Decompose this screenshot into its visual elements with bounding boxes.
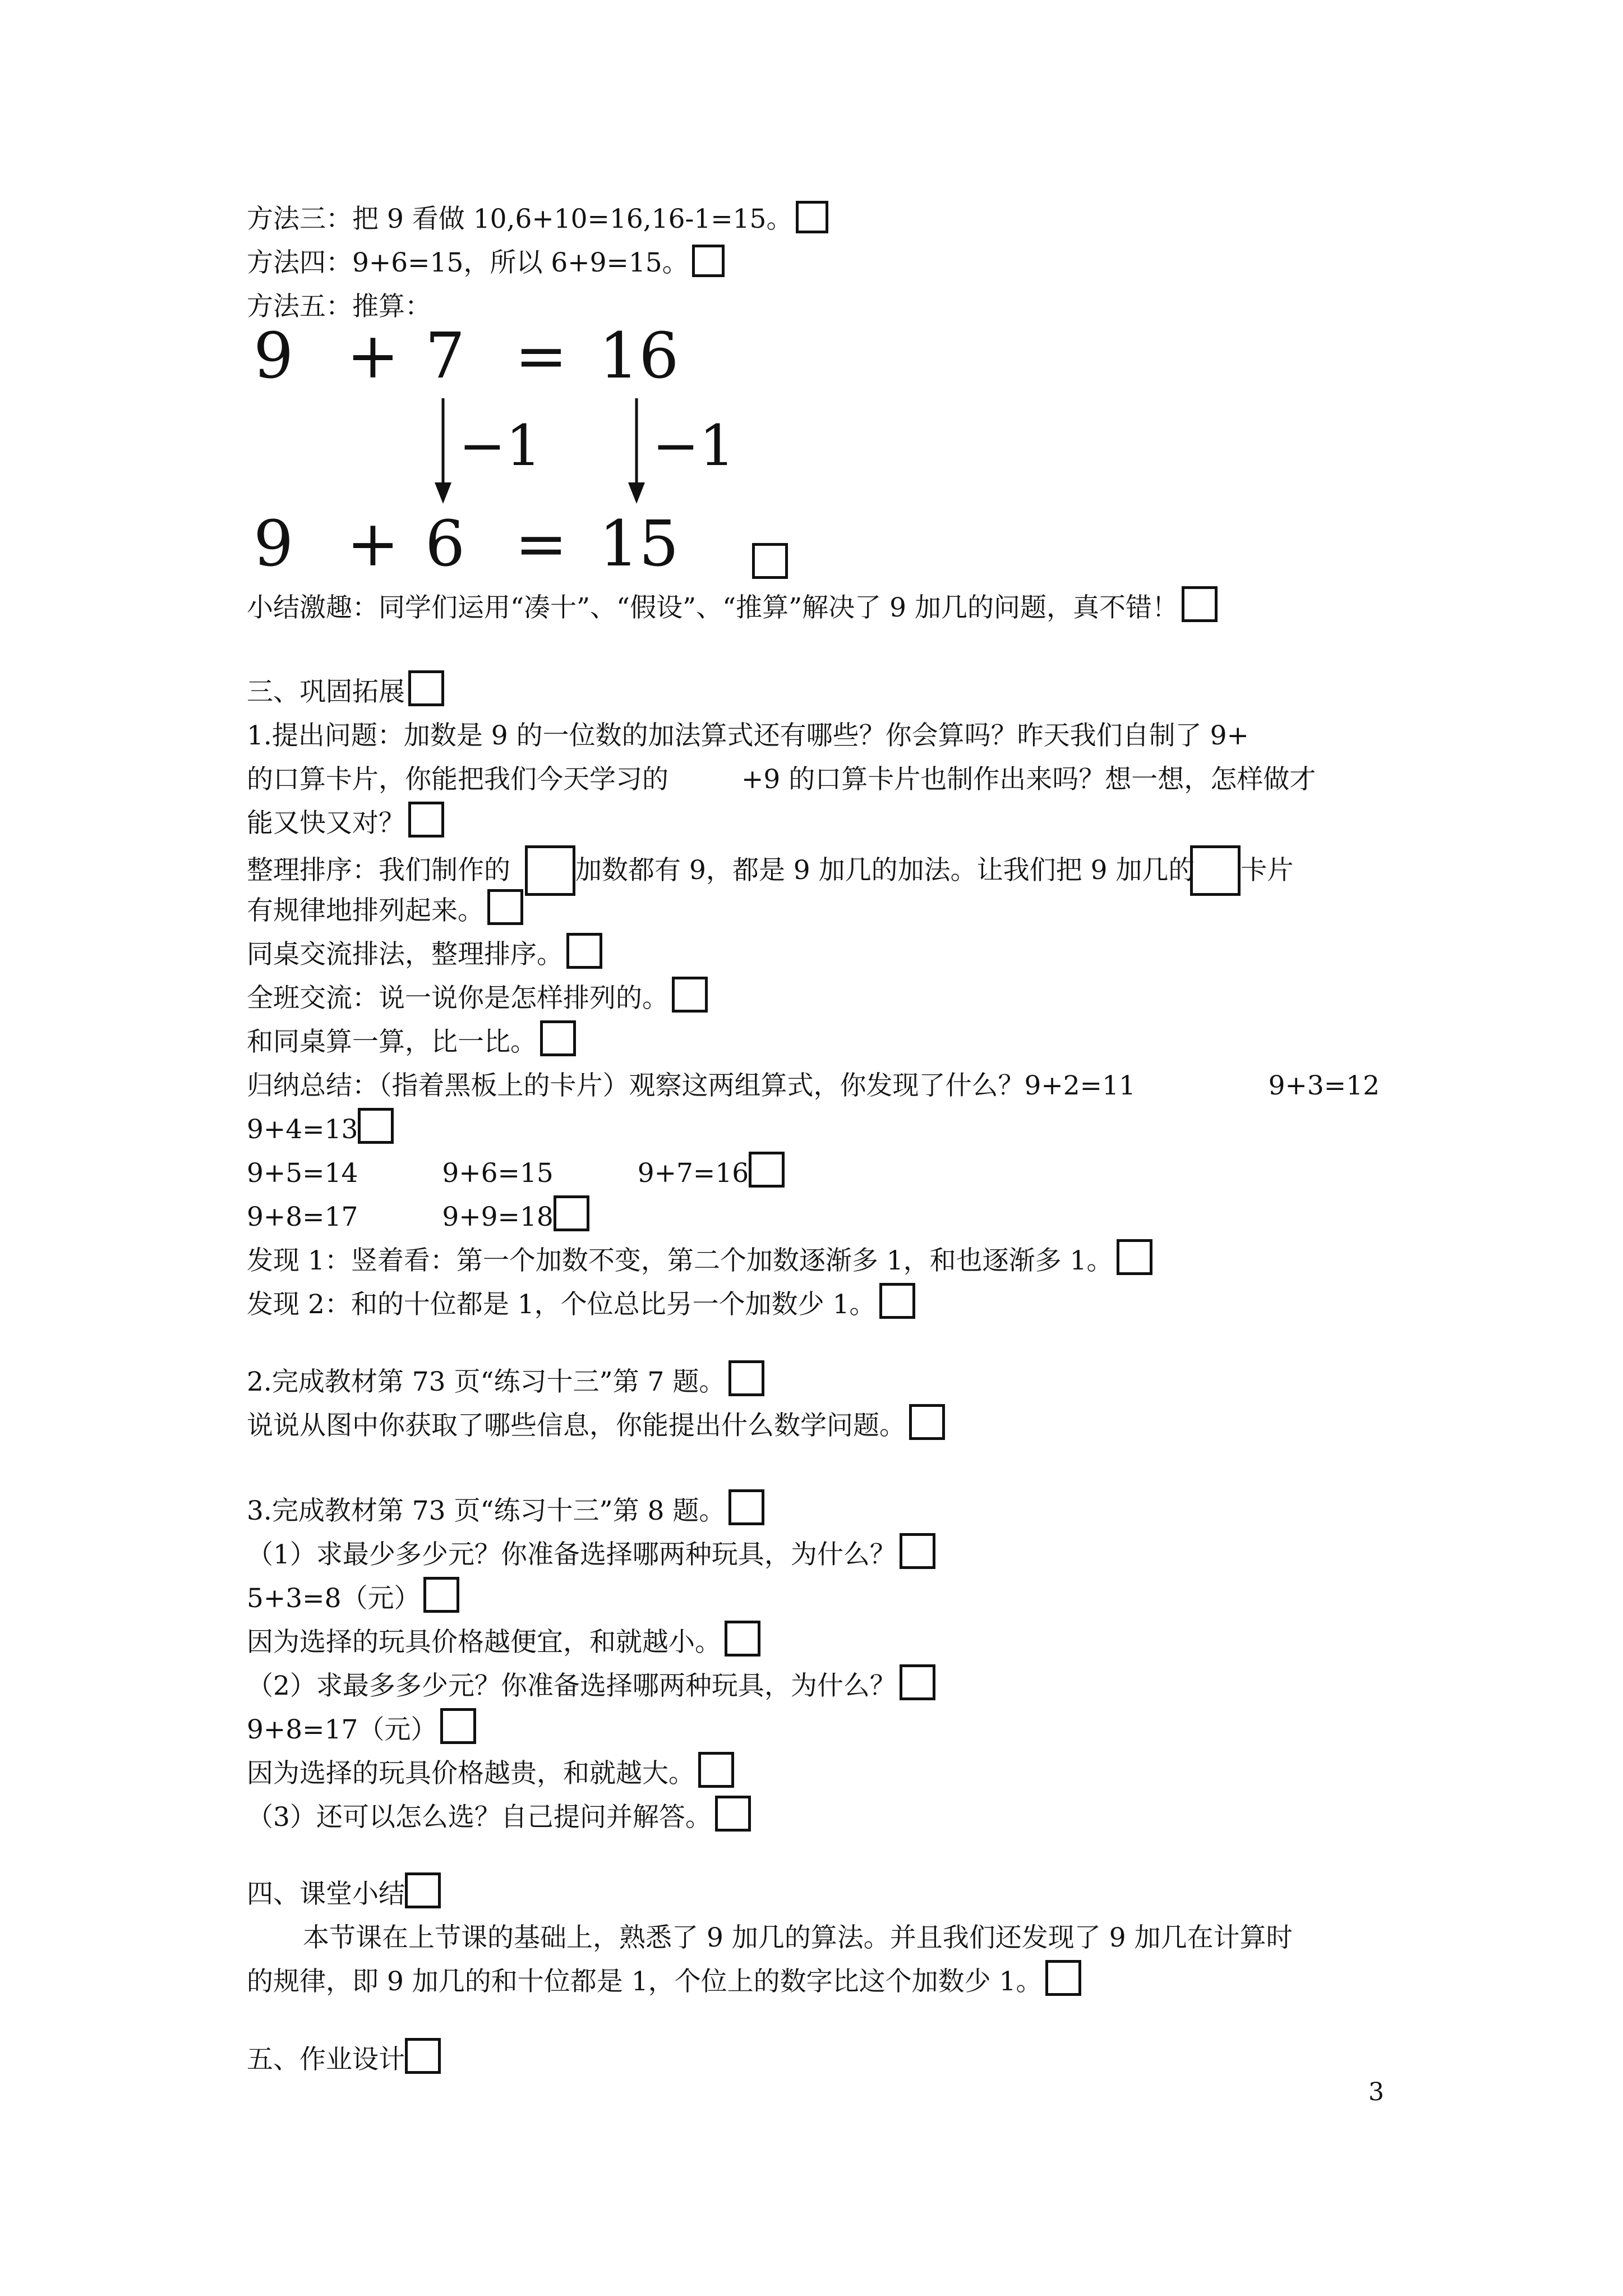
- question-3-2-reason: 因为选择的玩具价格越贵，和就越大。: [247, 1752, 734, 1796]
- arrowhead-left: [435, 482, 451, 504]
- section-five-heading: 五、作业设计: [247, 2038, 441, 2082]
- sorting-line-b: 有规律地排列起来。: [247, 889, 523, 933]
- eq-op: +: [347, 320, 399, 393]
- checkbox[interactable]: [554, 1195, 589, 1231]
- eq-term: 7: [425, 320, 465, 393]
- checkbox[interactable]: [879, 1283, 915, 1319]
- arrowhead-right: [628, 482, 645, 504]
- eq-result: 15: [599, 508, 679, 581]
- question-1-line-c: 能又快又对？: [247, 802, 444, 845]
- question-3-1-reason: 因为选择的玩具价格越便宜，和就越小。: [247, 1621, 760, 1664]
- question-3-2: （2）求最多多少元？你准备选择哪两种玩具，为什么？: [247, 1664, 935, 1708]
- checkbox[interactable]: [909, 1404, 945, 1440]
- checkbox[interactable]: [900, 1533, 935, 1569]
- section-three-heading: 三、巩固拓展: [247, 670, 444, 714]
- section-four-heading: 四、课堂小结: [247, 1872, 441, 1916]
- checkbox[interactable]: [423, 1577, 459, 1613]
- checkbox[interactable]: [487, 889, 523, 925]
- checkbox[interactable]: [900, 1664, 935, 1700]
- question-1-line-b: 的口算卡片，你能把我们今天学习的 +9 的口算卡片也制作出来吗？想一想，怎样做才: [247, 764, 1316, 795]
- equation-row-3: 9+8=17 9+9=18: [247, 1195, 589, 1239]
- eq-op: +: [347, 508, 399, 581]
- eq-term: 9: [253, 508, 294, 581]
- section-four-para-1: 本节课在上节课的基础上，熟悉了 9 加几的算法。并且我们还发现了 9 加几在计算时: [303, 1922, 1293, 1953]
- eq-term: 6: [425, 508, 465, 581]
- checkbox[interactable]: [405, 1872, 441, 1908]
- question-2: 2.完成教材第 73 页“练习十三”第 7 题。: [247, 1360, 764, 1404]
- card-box[interactable]: [525, 845, 575, 896]
- question-2-b: 说说从图中你获取了哪些信息，你能提出什么数学问题。: [247, 1404, 945, 1448]
- equation-bottom: [247, 508, 808, 581]
- method-three: 方法三：把 9 看做 10,6+10=16,16-1=15。: [247, 197, 828, 241]
- question-3-3: （3）还可以怎么选？自己提问并解答。: [247, 1796, 751, 1839]
- checkbox[interactable]: [672, 977, 708, 1013]
- finding-2: 发现 2：和的十位都是 1，个位总比另一个加数少 1。: [247, 1283, 915, 1327]
- class-exchange: 全班交流：说一说你是怎样排列的。: [247, 977, 708, 1020]
- question-3: 3.完成教材第 73 页“练习十三”第 8 题。: [247, 1489, 764, 1533]
- eq-op: =: [515, 508, 568, 581]
- method-four: 方法四：9+6=15，所以 6+9=15。: [247, 241, 725, 285]
- equation-arrows: [0, 0, 1623, 561]
- question-3-1: （1）求最少多少元？你准备选择哪两种玩具，为什么？: [247, 1533, 935, 1577]
- desk-exchange: 同桌交流排法，整理排序。: [247, 933, 602, 977]
- checkbox[interactable]: [725, 1621, 760, 1657]
- checkbox[interactable]: [715, 1796, 751, 1832]
- checkbox[interactable]: [752, 543, 788, 579]
- eq-term: 9: [253, 320, 294, 393]
- minus-one-left: −1: [459, 413, 542, 478]
- checkbox[interactable]: [566, 933, 602, 969]
- checkbox[interactable]: [728, 1360, 764, 1396]
- card-box[interactable]: [1190, 845, 1241, 896]
- checkbox[interactable]: [1182, 586, 1218, 622]
- eq-result: 16: [599, 320, 679, 393]
- question-3-1-answer: 5+3=8（元）: [247, 1577, 459, 1621]
- checkbox[interactable]: [408, 670, 444, 706]
- summary-fun: 小结激趣：同学们运用“凑十”、“假设”、“推算”解决了 9 加几的问题，真不错！: [247, 586, 1218, 630]
- calc-compare: 和同桌算一算，比一比。: [247, 1020, 576, 1064]
- induction-line: 归纳总结：（指着黑板上的卡片）观察这两组算式，你发现了什么？9+2=11 9+3=12: [247, 1070, 1380, 1101]
- minus-one-right: −1: [652, 413, 735, 478]
- page-number: 3: [1368, 2078, 1384, 2106]
- checkbox[interactable]: [1117, 1239, 1152, 1275]
- equation-row-1: 9+4=13: [247, 1108, 394, 1152]
- checkbox[interactable]: [540, 1020, 576, 1056]
- method-five: 方法五：推算：: [247, 291, 431, 322]
- section-four-para-2: 的规律，即 9 加几的和十位都是 1，个位上的数字比这个加数少 1。: [247, 1960, 1081, 2004]
- finding-1: 发现 1：竖着看：第一个加数不变，第二个加数逐渐多 1，和也逐渐多 1。: [247, 1239, 1152, 1283]
- checkbox[interactable]: [358, 1108, 394, 1144]
- checkbox[interactable]: [1045, 1960, 1081, 1996]
- question-3-2-answer: 9+8=17（元）: [247, 1708, 476, 1752]
- checkbox[interactable]: [749, 1152, 785, 1188]
- sorting-line: 整理排序：我们制作的 加数都有 9，都是 9 加几的加法。让我们把 9 加几的 卡片: [247, 845, 1293, 889]
- checkbox[interactable]: [440, 1708, 476, 1744]
- eq-op: =: [515, 320, 568, 393]
- checkbox[interactable]: [405, 2038, 441, 2074]
- checkbox[interactable]: [408, 802, 444, 838]
- question-1-line-a: 1.提出问题：加数是 9 的一位数的加法算式还有哪些？你会算吗？昨天我们自制了 9+: [247, 720, 1249, 751]
- checkbox[interactable]: [698, 1752, 734, 1788]
- equation-row-2: 9+5=14 9+6=15 9+7=16: [247, 1152, 785, 1195]
- checkbox[interactable]: [728, 1489, 764, 1525]
